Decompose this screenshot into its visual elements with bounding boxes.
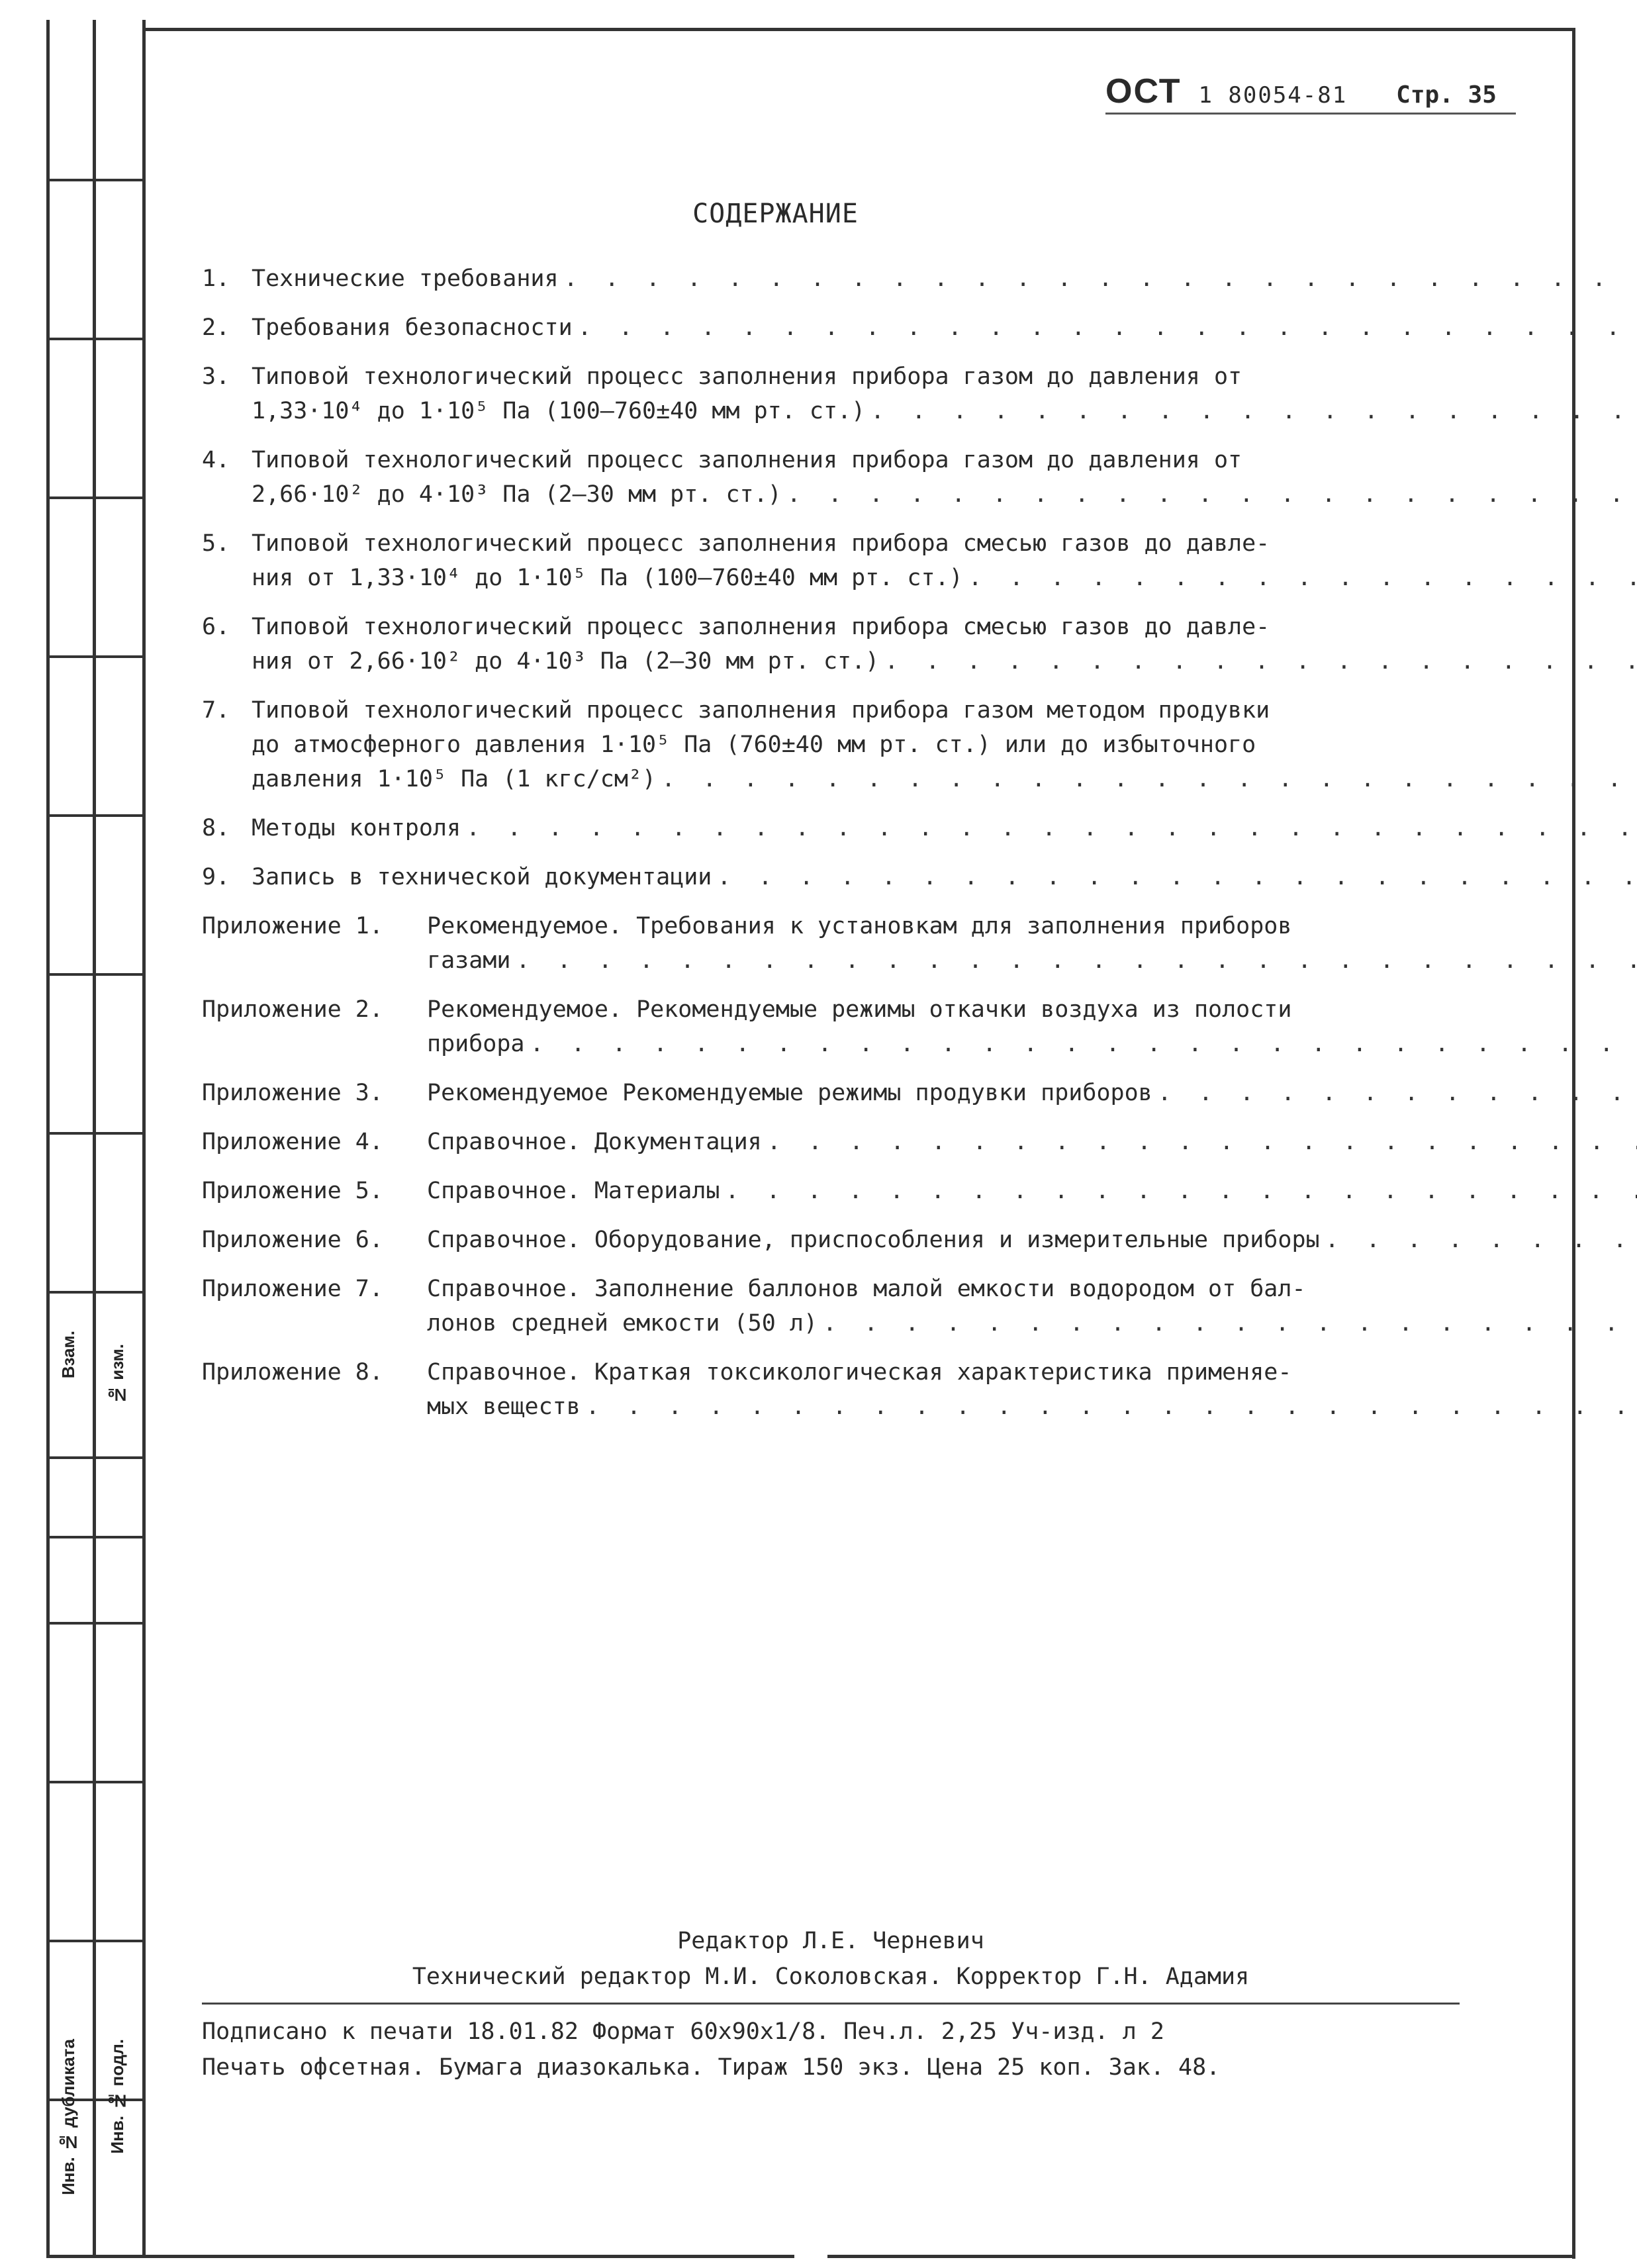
imprint <box>202 1923 1460 2085</box>
toc-section-title: ния от 1,33·10⁴ до 1·10⁵ Па (100–760±40 мм рт. ст.) <box>252 565 963 591</box>
toc-section-number: 7. <box>202 697 230 724</box>
toc-appendix-body <box>427 1355 1637 1424</box>
toc-appendix-title: Справочное. Оборудование, приспособления и измерительные приборы <box>427 1227 1320 1253</box>
margin-line <box>46 814 146 817</box>
toc-section-entry <box>202 359 1446 428</box>
toc-appendix-last-line <box>427 1125 1637 1159</box>
leader-dots <box>516 943 1637 978</box>
toc-section-last-line <box>252 644 1637 679</box>
leader-dots <box>586 1390 1637 1424</box>
toc-section-line: до атмосферного давления 1·10⁵ Па (760±40 мм рт. ст.) или до избыточного <box>252 732 1256 758</box>
toc-section-body <box>252 359 1637 428</box>
toc-section-number: 9. <box>202 864 230 890</box>
toc-appendix-label: Приложение 7. <box>202 1276 383 1302</box>
toc-appendix-line: Рекомендуемое. Требования к установкам для заполнения приборов <box>427 913 1292 939</box>
leader-dots <box>725 1174 1637 1208</box>
leader-dots <box>968 561 1637 595</box>
toc-section-line: Типовой технологический процесс заполнения прибора газом до давления от <box>252 447 1242 473</box>
toc-appendix-label: Приложение 4. <box>202 1129 383 1155</box>
toc-section-line: Типовой технологический процесс заполнения прибора смесью газов до давле- <box>252 530 1270 557</box>
table-of-contents <box>202 261 1446 1439</box>
toc-appendix-entry <box>202 1223 1446 1257</box>
toc-section-last-line <box>252 762 1637 796</box>
leader-dots <box>1158 1076 1637 1110</box>
toc-appendix-label: Приложение 6. <box>202 1227 383 1253</box>
toc-appendix-last-line <box>427 1076 1637 1110</box>
toc-section-number: 2. <box>202 314 230 341</box>
toc-section-title: Запись в технической документации <box>252 864 712 890</box>
margin-line <box>46 338 146 340</box>
toc-appendix-entry <box>202 1076 1446 1110</box>
toc-section-entry <box>202 693 1446 796</box>
margin-line <box>46 496 146 499</box>
toc-section-number: 1. <box>202 265 230 292</box>
page-title-text: СОДЕРЖАНИЕ <box>692 199 859 229</box>
margin-line <box>46 1536 146 1538</box>
toc-section-entry <box>202 443 1446 512</box>
margin-line <box>46 1622 146 1625</box>
toc-section-title: Технические требования <box>252 265 559 292</box>
toc-appendix-last-line <box>427 1390 1637 1424</box>
leader-dots <box>870 394 1637 428</box>
toc-section-last-line <box>252 394 1637 428</box>
margin-line <box>46 179 146 181</box>
toc-appendix-last-line <box>427 1306 1637 1341</box>
margin-label-inv-orig: Инв. № подл. <box>107 2039 127 2154</box>
frame-bottom-border <box>46 2255 794 2258</box>
toc-appendix-body <box>427 992 1637 1061</box>
page-title <box>0 199 1637 229</box>
toc-section-line: Типовой технологический процесс заполнения прибора газом методом продувки <box>252 697 1270 724</box>
toc-section-entry <box>202 261 1446 296</box>
toc-appendix-title: Справочное. Материалы <box>427 1178 720 1204</box>
toc-appendix-body <box>427 909 1637 978</box>
toc-section-body <box>252 261 1637 296</box>
toc-appendix-last-line <box>427 1223 1637 1257</box>
toc-section-last-line <box>252 860 1637 894</box>
toc-appendix-line: Справочное. Краткая токсикологическая характеристика применяе- <box>427 1359 1292 1386</box>
toc-appendix-last-line <box>427 1027 1637 1061</box>
margin-line <box>46 973 146 976</box>
toc-section-last-line <box>252 310 1637 345</box>
leader-dots <box>578 310 1637 345</box>
margin-line <box>142 20 146 2255</box>
document-header <box>1105 71 1497 111</box>
toc-section-last-line <box>252 477 1637 512</box>
toc-appendix-title: прибора <box>427 1031 525 1057</box>
toc-section-number: 4. <box>202 447 230 473</box>
frame-bottom-border-right <box>827 2255 1575 2258</box>
toc-appendix-body <box>427 1223 1637 1257</box>
leader-dots <box>466 811 1637 845</box>
toc-appendix-title: газами <box>427 947 511 974</box>
toc-section-title: давления 1·10⁵ Па (1 кгс/см²) <box>252 766 657 792</box>
leader-dots <box>717 860 1637 894</box>
margin-label-vzam: Взам. <box>58 1331 78 1379</box>
margin-line <box>46 1456 146 1459</box>
margin-line <box>46 1781 146 1783</box>
leader-dots <box>787 477 1637 512</box>
toc-appendix-body <box>427 1125 1637 1159</box>
margin-label-inv-dup: Инв. № дубликата <box>58 2039 78 2195</box>
toc-section-number: 5. <box>202 530 230 557</box>
leader-dots <box>530 1027 1637 1061</box>
imprint-divider <box>202 2003 1460 2005</box>
toc-section-line: Типовой технологический процесс заполнения прибора газом до давления от <box>252 363 1242 390</box>
tech-editor-line: Технический редактор М.И. Соколовская. Корректор Г.Н. Адамия <box>412 1963 1250 1990</box>
toc-section-body <box>252 811 1637 845</box>
toc-section-body <box>252 693 1637 796</box>
toc-appendix-entry <box>202 1174 1446 1208</box>
toc-appendix-line: Справочное. Заполнение баллонов малой емкости водородом от бал- <box>427 1276 1306 1302</box>
toc-appendix-label: Приложение 1. <box>202 913 383 939</box>
standard-code: ОСТ <box>1105 72 1182 111</box>
toc-section-number: 8. <box>202 815 230 841</box>
toc-appendix-entry <box>202 1355 1446 1424</box>
margin-line <box>46 1291 146 1294</box>
toc-appendix-title: лонов средней емкости (50 л) <box>427 1310 818 1337</box>
toc-section-body <box>252 526 1637 595</box>
toc-appendix-label: Приложение 3. <box>202 1080 383 1106</box>
toc-appendix-label: Приложение 5. <box>202 1178 383 1204</box>
toc-section-body <box>252 310 1637 345</box>
toc-section-number: 3. <box>202 363 230 390</box>
margin-line <box>46 1940 146 1942</box>
toc-section-title: Требования безопасности <box>252 314 573 341</box>
toc-section-body <box>252 860 1637 894</box>
toc-appendix-entry <box>202 1272 1446 1341</box>
editor-line: Редактор Л.Е. Черневич <box>677 1928 984 1954</box>
frame-top-border <box>144 28 1575 31</box>
leader-dots <box>564 261 1637 296</box>
toc-section-title: ния от 2,66·10² до 4·10³ Па (2–30 мм рт. ст.) <box>252 648 880 675</box>
toc-appendix-body <box>427 1272 1637 1341</box>
toc-appendix-title: мых веществ <box>427 1394 581 1420</box>
toc-appendix-title: Справочное. Документация <box>427 1129 762 1155</box>
toc-appendix-last-line <box>427 943 1637 978</box>
leader-dots <box>884 644 1637 679</box>
toc-section-last-line <box>252 561 1637 595</box>
toc-section-entry <box>202 860 1446 894</box>
leader-dots <box>1325 1223 1637 1257</box>
margin-line <box>46 655 146 658</box>
page-number: Стр. 35 <box>1396 81 1497 109</box>
toc-section-entry <box>202 526 1446 595</box>
toc-section-title: 2,66·10² до 4·10³ Па (2–30 мм рт. ст.) <box>252 481 782 508</box>
toc-appendix-label: Приложение 2. <box>202 996 383 1023</box>
margin-line <box>93 20 96 2255</box>
toc-section-entry <box>202 610 1446 679</box>
toc-appendix-last-line <box>427 1174 1637 1208</box>
margin-label-izm: № изм. <box>107 1344 127 1405</box>
toc-appendix-label: Приложение 8. <box>202 1359 383 1386</box>
toc-section-line: Типовой технологический процесс заполнения прибора смесью газов до давле- <box>252 614 1270 640</box>
print-info-line-2: Печать офсетная. Бумага диазокалька. Тираж 150 экз. Цена 25 коп. Зак. 48. <box>202 2054 1221 2081</box>
print-info-line-1: Подписано к печати 18.01.82 Формат 60x90x1/8. Печ.л. 2,25 Уч-изд. л 2 <box>202 2018 1164 2045</box>
toc-section-title: Методы контроля <box>252 815 461 841</box>
header-underline <box>1105 113 1516 115</box>
toc-appendix-line: Рекомендуемое. Рекомендуемые режимы откачки воздуха из полости <box>427 996 1292 1023</box>
toc-section-body <box>252 443 1637 512</box>
toc-section-entry <box>202 310 1446 345</box>
toc-section-body <box>252 610 1637 679</box>
toc-appendix-entry <box>202 992 1446 1061</box>
toc-appendix-entry <box>202 1125 1446 1159</box>
margin-line <box>46 1132 146 1135</box>
toc-appendix-entry <box>202 909 1446 978</box>
toc-section-entry <box>202 811 1446 845</box>
leader-dots <box>767 1125 1637 1159</box>
toc-appendix-body <box>427 1174 1637 1208</box>
margin-line <box>46 20 50 2255</box>
leader-dots <box>661 762 1637 796</box>
toc-section-number: 6. <box>202 614 230 640</box>
toc-section-last-line <box>252 811 1637 845</box>
toc-section-last-line <box>252 261 1637 296</box>
toc-appendix-body <box>427 1076 1637 1110</box>
document-number: 1 80054-81 <box>1198 82 1348 109</box>
toc-appendix-title: Рекомендуемое Рекомендуемые режимы продувки приборов <box>427 1080 1152 1106</box>
left-margin-stamp-column <box>46 20 146 2255</box>
leader-dots <box>823 1306 1637 1341</box>
toc-section-title: 1,33·10⁴ до 1·10⁵ Па (100–760±40 мм рт. ст.) <box>252 398 866 424</box>
